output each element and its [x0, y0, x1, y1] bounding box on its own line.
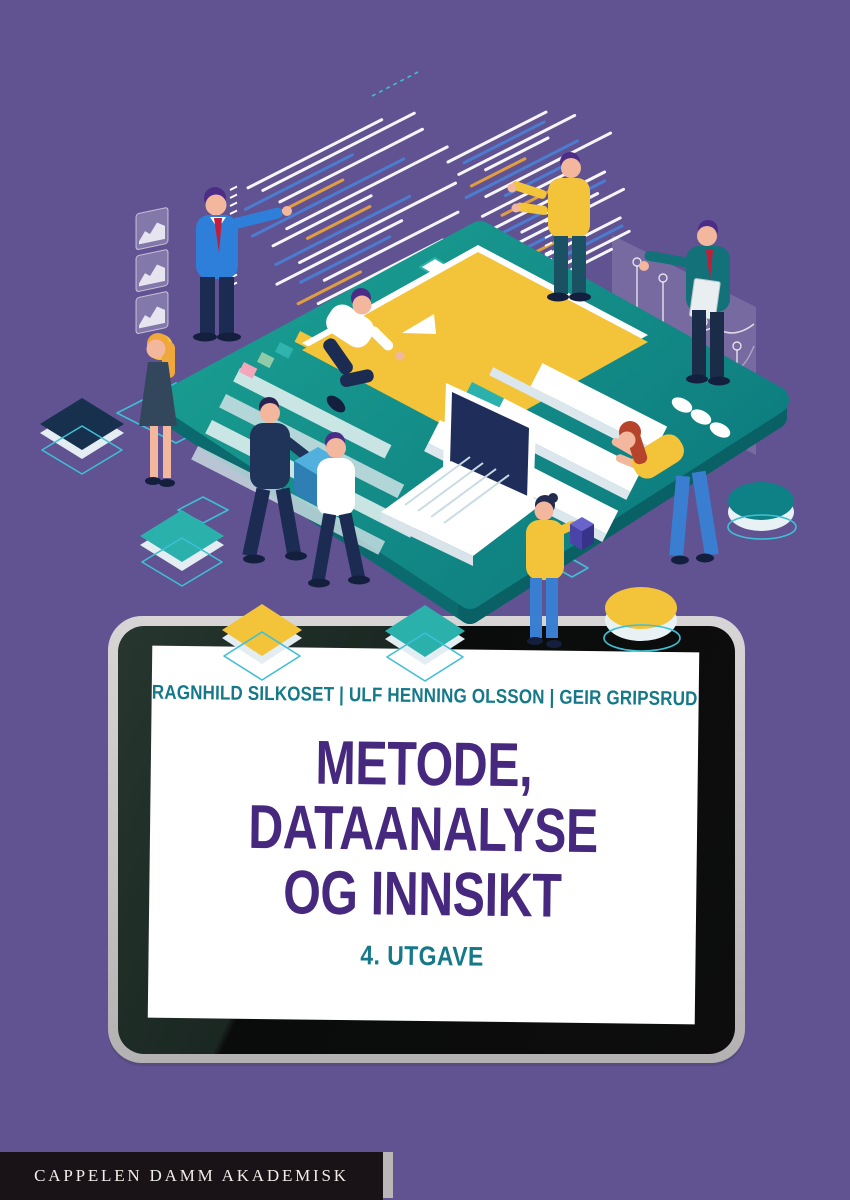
dashboard-board [175, 235, 775, 612]
media-panel [302, 245, 648, 440]
cover-text-panel [148, 646, 700, 1025]
code-lines-panel-right [448, 90, 658, 297]
progress-slabs [424, 344, 667, 542]
publisher-logo: CAPPELEN DAMM AKADEMISK [34, 1166, 349, 1185]
yellow-dot [147, 334, 173, 360]
play-triangle [402, 314, 436, 334]
figure-coder-yellow [508, 152, 592, 302]
code-lines-panel-left [232, 99, 484, 316]
diamond-marker [420, 258, 450, 276]
figure-presenter-blue [193, 187, 292, 342]
dash-ticks [230, 187, 552, 287]
figure-analyst-teal-suit [639, 220, 730, 386]
title-line-1: METODE, [315, 728, 534, 801]
figure-walker-white [308, 432, 370, 588]
edition-label: 4. UTGAVE [360, 940, 484, 972]
blue-data-cube [294, 447, 342, 507]
publisher-bar [0, 1152, 383, 1200]
list-stripes [191, 368, 417, 555]
edge-dots [669, 394, 733, 441]
figure-bending-redhead [610, 421, 718, 565]
book-title [198, 729, 648, 929]
mini-chart-cards [136, 207, 168, 334]
title-line-3: OG INNSIKT [283, 858, 563, 931]
laptop [381, 383, 543, 566]
publisher-bar-accent-strip [383, 1152, 393, 1198]
figure-kneeling-builder [321, 288, 405, 416]
authors-line: RAGNHILD SILKOSET | ULF HENNING OLSSON | GEIR GRIPSRUD [152, 681, 699, 711]
figure-blonde-woman [139, 333, 177, 487]
analytics-pin-chart-panel [612, 235, 756, 455]
title-line-2: DATAANALYSE [248, 792, 599, 867]
small-purple-cube [570, 517, 594, 550]
color-chips [239, 331, 315, 379]
outline-tile-decorations [117, 72, 588, 577]
figure-cube-carrier [242, 397, 342, 564]
